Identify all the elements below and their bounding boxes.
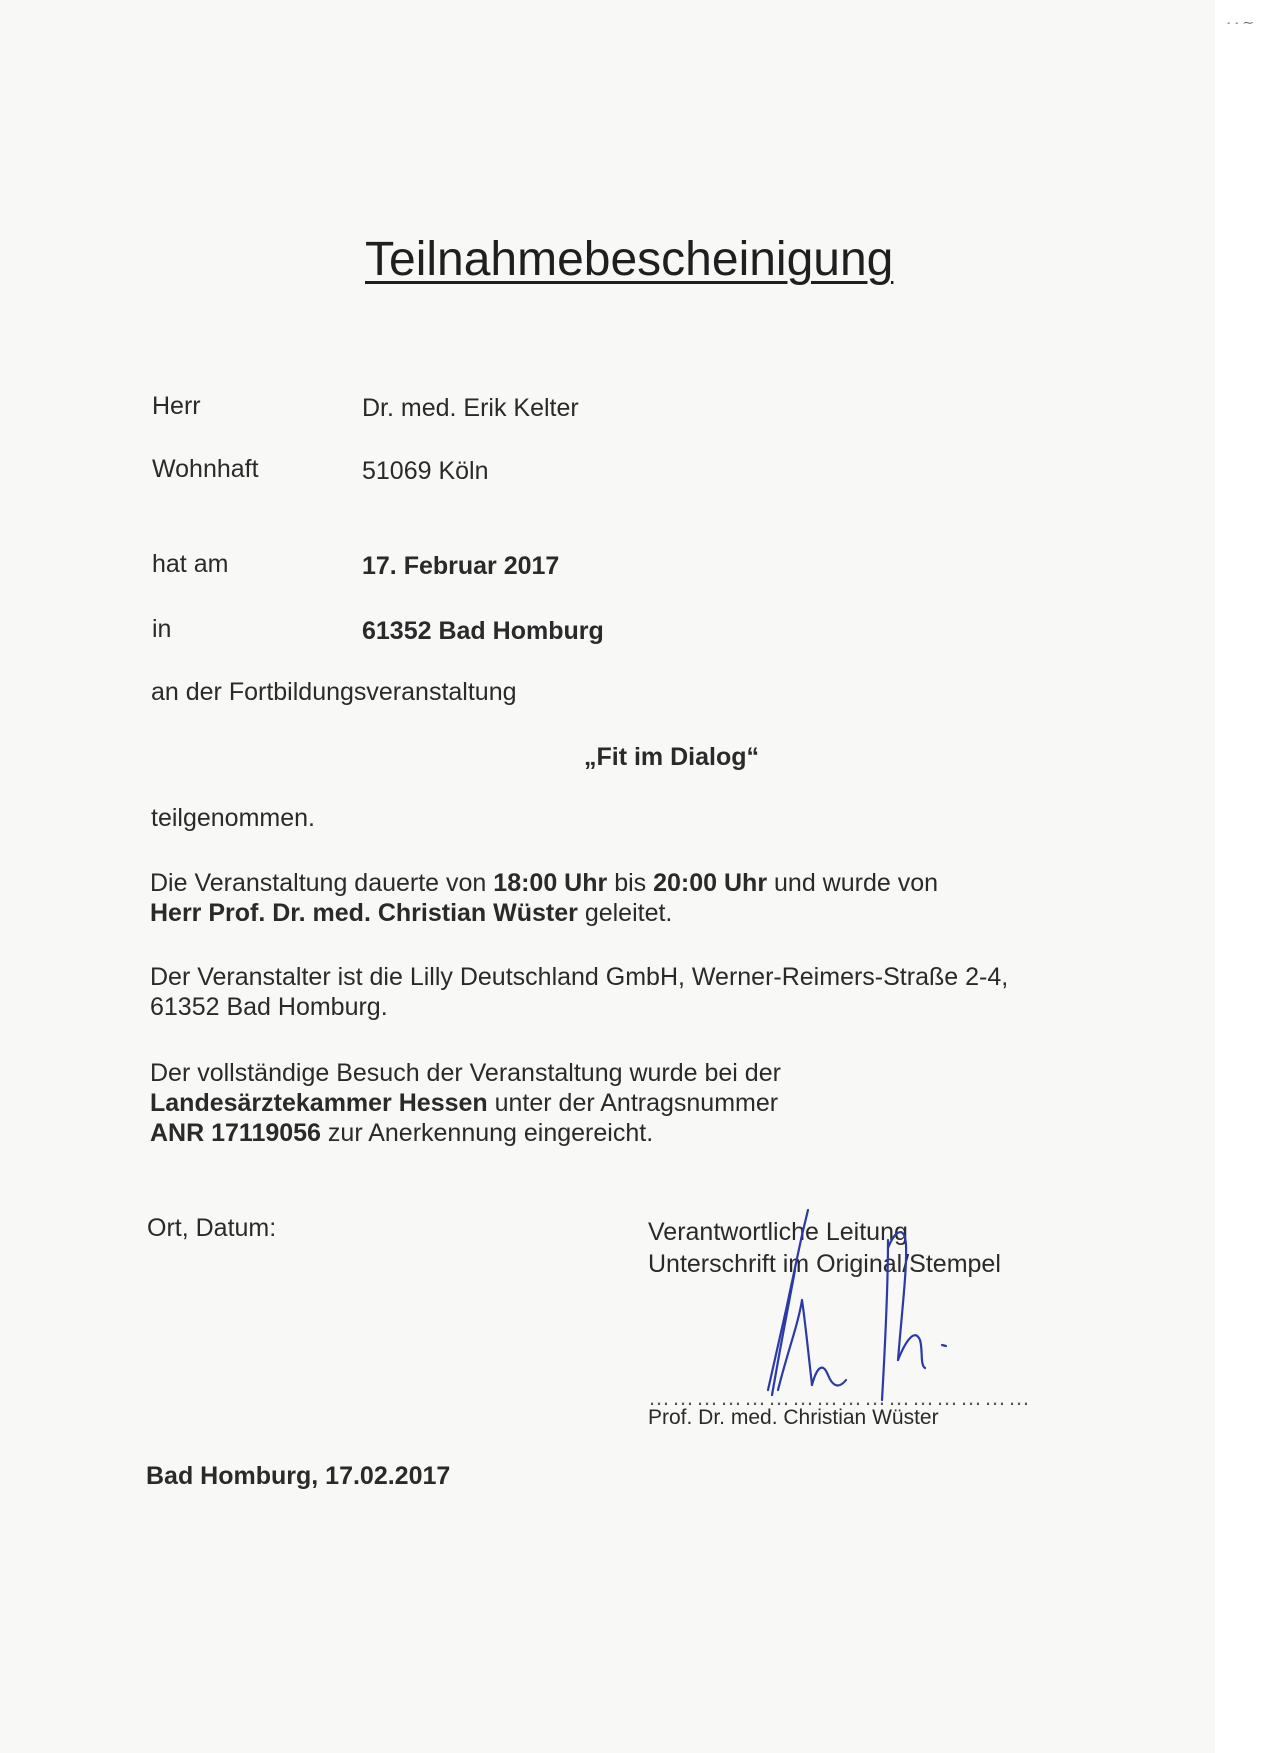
duration-line-1: [150, 868, 1130, 898]
participated-text: teilgenommen.: [151, 804, 315, 832]
scan-edge: [1215, 0, 1275, 1753]
organizer-line-1: Der Veranstalter ist die Lilly Deutschland GmbH, Werner-Reimers-Straße 2-4,: [150, 963, 1009, 991]
signature-label-2: Unterschrift im Original/Stempel: [648, 1250, 1001, 1278]
application-number: ANR 17119056: [150, 1119, 321, 1147]
document-title: Teilnahmebescheinigung: [365, 233, 894, 286]
event-name: „Fit im Dialog“: [584, 743, 759, 771]
accreditation-line-2: [150, 1088, 1130, 1118]
duration-text-1: Die Veranstaltung dauerte von: [150, 869, 494, 897]
signature-line: …………………………………………: [648, 1385, 1032, 1410]
signature-label-1: Verantwortliche Leitung: [648, 1218, 908, 1246]
accreditation-line-1: Der vollständige Besuch der Veranstaltung wurde bei der: [150, 1059, 781, 1087]
organizer-line-2: 61352 Bad Homburg.: [150, 993, 388, 1021]
duration-paragraph: [150, 868, 1130, 928]
accreditation-line-3: [150, 1118, 1130, 1148]
field-value-date: 17. Februar 2017: [362, 552, 560, 580]
field-value-name: Dr. med. Erik Kelter: [362, 394, 579, 422]
signer-name: Prof. Dr. med. Christian Wüster: [648, 1406, 939, 1429]
scan-mark: ‐ ‐ ⁓: [1227, 18, 1255, 29]
end-time: 20:00 Uhr: [653, 869, 768, 897]
event-leader: Herr Prof. Dr. med. Christian Wüster: [150, 899, 578, 927]
field-value-place: 61352 Bad Homburg: [362, 617, 604, 645]
duration-line-2: [150, 898, 1130, 928]
accreditation-text-2: unter der Antragsnummer: [487, 1089, 779, 1117]
field-label-herr: Herr: [152, 392, 201, 420]
field-label-date: hat am: [152, 550, 229, 578]
field-label-wohnhaft: Wohnhaft: [152, 455, 259, 483]
organizer-paragraph: [150, 962, 1130, 1022]
duration-text-4: geleitet.: [577, 899, 673, 927]
medical-chamber: Landesärztekammer Hessen: [150, 1089, 488, 1117]
duration-text-2: bis: [607, 869, 654, 897]
intro-text: an der Fortbildungsveranstaltung: [151, 678, 517, 706]
accreditation-text-3: zur Anerkennung eingereicht.: [320, 1119, 654, 1147]
place-date-value: Bad Homburg, 17.02.2017: [146, 1462, 451, 1490]
handwritten-signature: [720, 1200, 980, 1410]
place-date-label: Ort, Datum:: [147, 1214, 277, 1242]
field-value-residence: 51069 Köln: [362, 457, 489, 485]
field-label-place: in: [152, 615, 172, 643]
duration-text-3: und wurde von: [767, 869, 939, 897]
accreditation-paragraph: [150, 1058, 1130, 1148]
start-time: 18:00 Uhr: [493, 869, 608, 897]
